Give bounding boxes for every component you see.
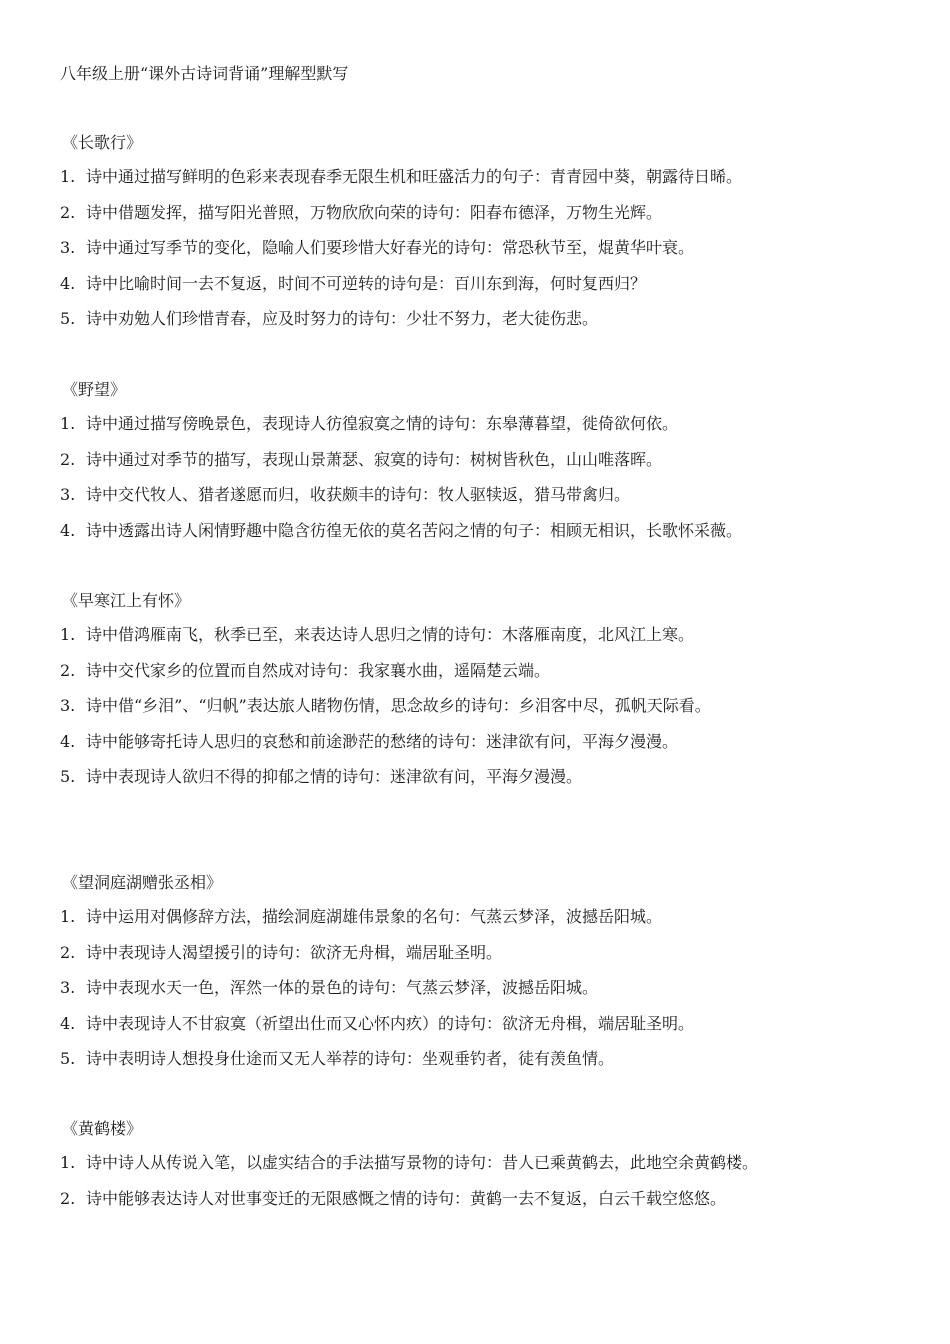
list-item [60, 623, 920, 647]
item-text: 诗中借题发挥，描写阳光普照，万物欣欣向荣的诗句：阳春布德泽，万物生光辉。 [86, 202, 663, 222]
list-item [60, 1047, 920, 1071]
item-number: 1. [60, 1153, 76, 1172]
item-text: 诗中表现诗人渴望援引的诗句：欲济无舟楫，端居耻圣明。 [86, 942, 503, 962]
list-item [60, 941, 920, 965]
section-huanghelou [60, 1117, 920, 1222]
item-text: 诗中借“乡泪”、“归帆”表达旅人睹物伤情，思念故乡的诗句：乡泪客中尽，孤帆天际看。 [86, 696, 711, 715]
list-item [60, 730, 920, 754]
item-text: 诗中表现诗人不甘寂寞（祈望出仕而又心怀内疚）的诗句：欲济无舟楫，端居耻圣明。 [86, 1013, 695, 1033]
list-item [60, 201, 920, 225]
item-text: 诗中交代牧人、猎者遂愿而归，收获颇丰的诗句：牧人驱犊返，猎马带禽归。 [86, 485, 631, 504]
section-title: 《长歌行》 [62, 133, 143, 152]
list-item [60, 659, 920, 683]
item-number: 4. [60, 731, 76, 751]
item-text: 诗中能够表达诗人对世事变迁的无限感慨之情的诗句：黄鹤一去不复返，白云千载空悠悠。 [86, 1188, 727, 1208]
list-item [60, 448, 920, 472]
section-changgexing [60, 131, 920, 343]
item-text: 诗中运用对偶修辞方法，描绘洞庭湖雄伟景象的名句：气蒸云梦泽，波撼岳阳城。 [86, 907, 663, 926]
section-wang-dongtinghu [60, 871, 920, 1083]
item-number: 3. [60, 978, 76, 997]
item-number: 1. [60, 625, 76, 644]
item-number: 2. [60, 660, 76, 680]
section-title: 《望洞庭湖赠张丞相》 [62, 873, 223, 892]
item-number: 4. [60, 1013, 76, 1033]
item-number: 4. [60, 273, 76, 293]
item-list [60, 623, 920, 789]
item-text: 诗中交代家乡的位置而自然成对诗句：我家襄水曲，遥隔楚云端。 [86, 660, 551, 680]
item-number: 1. [60, 414, 76, 433]
item-number: 2. [60, 942, 76, 962]
item-number: 3. [60, 238, 76, 257]
item-text: 诗中表明诗人想投身仕途而又无人举荐的诗句：坐观垂钓者，徒有羡鱼情。 [86, 1049, 615, 1068]
item-number: 5. [60, 767, 76, 786]
item-number: 5. [60, 309, 76, 328]
item-list [60, 1151, 920, 1211]
item-number: 2. [60, 1188, 76, 1208]
item-number: 3. [60, 485, 76, 504]
item-list [60, 412, 920, 543]
item-text: 诗中表现诗人欲归不得的抑郁之情的诗句：迷津欲有问，平海夕漫漫。 [86, 767, 583, 786]
section-yewang [60, 378, 920, 554]
item-number: 5. [60, 1049, 76, 1068]
document-title: 八年级上册“课外古诗词背诵”理解型默写 [60, 64, 349, 83]
list-item [60, 307, 920, 331]
section-title: 《早寒江上有怀》 [62, 591, 191, 610]
section-title: 《野望》 [62, 380, 127, 399]
section-title: 《黄鹤楼》 [62, 1119, 143, 1138]
item-number: 4. [60, 520, 76, 540]
list-item [60, 272, 920, 296]
item-number: 3. [60, 696, 76, 715]
list-item [60, 412, 920, 436]
list-item [60, 483, 920, 507]
item-number: 1. [60, 907, 76, 926]
item-text: 诗中诗人从传说入笔，以虚实结合的手法描写景物的诗句：昔人已乘黄鹤去，此地空余黄鹤楼。 [86, 1153, 759, 1172]
item-text: 诗中表现水天一色，浑然一体的景色的诗句：气蒸云梦泽，波撼岳阳城。 [86, 978, 599, 997]
item-text: 诗中借鸿雁南飞，秋季已至，来表达诗人思归之情的诗句：木落雁南度，北风江上寒。 [86, 625, 695, 644]
item-text: 诗中比喻时间一去不复返，时间不可逆转的诗句是：百川东到海，何时复西归？ [86, 273, 647, 293]
list-item [60, 905, 920, 929]
item-text: 诗中能够寄托诗人思归的哀愁和前途渺茫的愁绪的诗句：迷津欲有问，平海夕漫漫。 [86, 731, 679, 751]
list-item [60, 765, 920, 789]
item-list [60, 905, 920, 1071]
item-text: 诗中透露出诗人闲情野趣中隐含彷徨无依的莫名苦闷之情的句子：相顾无相识，长歌怀采薇。 [86, 520, 743, 540]
list-item [60, 694, 920, 718]
list-item [60, 165, 920, 189]
section-zaohan-jiangshang-youhuai [60, 589, 920, 801]
item-number: 2. [60, 202, 76, 222]
item-text: 诗中通过对季节的描写，表现山景萧瑟、寂寞的诗句：树树皆秋色，山山唯落晖。 [86, 449, 663, 469]
list-item [60, 1012, 920, 1036]
list-item [60, 519, 920, 543]
list-item [60, 236, 920, 260]
item-text: 诗中通过描写傍晚景色，表现诗人彷徨寂寞之情的诗句：东皋薄暮望，徙倚欲何依。 [86, 414, 679, 433]
item-text: 诗中通过描写鲜明的色彩来表现春季无限生机和旺盛活力的句子：青青园中葵，朝露待日晞。 [86, 167, 743, 186]
item-number: 1. [60, 167, 76, 186]
item-number: 2. [60, 449, 76, 469]
item-text: 诗中通过写季节的变化，隐喻人们要珍惜大好春光的诗句：常恐秋节至，焜黄华叶衰。 [86, 238, 695, 257]
item-list [60, 165, 920, 331]
list-item [60, 976, 920, 1000]
list-item [60, 1151, 920, 1175]
list-item [60, 1187, 920, 1211]
item-text: 诗中劝勉人们珍惜青春，应及时努力的诗句：少壮不努力，老大徒伤悲。 [86, 309, 599, 328]
